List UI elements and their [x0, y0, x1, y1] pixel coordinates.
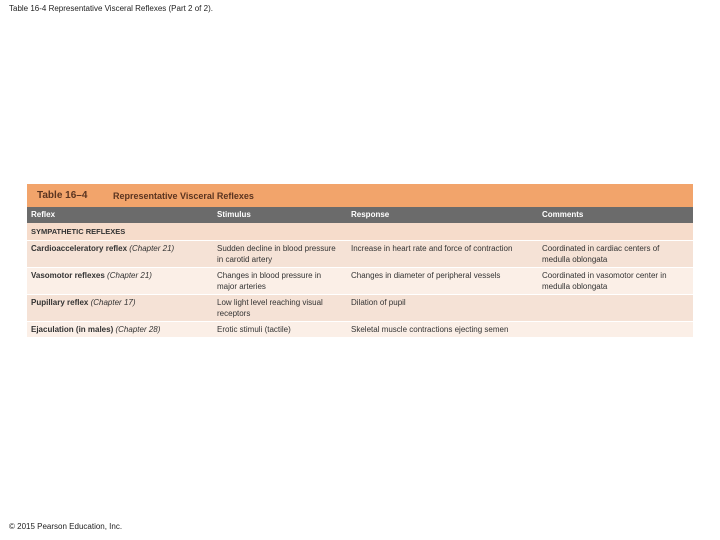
- response-cell: Dilation of pupil: [347, 294, 538, 321]
- reflex-table-figure: [27, 184, 693, 338]
- table-row: [27, 267, 693, 294]
- table-header-row: [27, 207, 693, 223]
- chapter-ref: (Chapter 21): [129, 243, 175, 253]
- column-header-stimulus: Stimulus: [213, 207, 347, 223]
- slide-title: Table 16-4 Representative Visceral Reflexes (Part 2 of 2).: [9, 4, 213, 13]
- reflex-cell: [27, 267, 213, 294]
- stimulus-cell: Sudden decline in blood pressure in carotid artery: [213, 240, 347, 267]
- chapter-ref: (Chapter 21): [107, 270, 152, 280]
- reflex-name: Ejaculation (in males): [31, 324, 114, 334]
- table-row: [27, 240, 693, 267]
- reflex-name: Pupillary reflex: [31, 297, 89, 307]
- comments-cell: Coordinated in cardiac centers of medulla oblongata: [538, 240, 693, 267]
- column-header-reflex: Reflex: [27, 207, 213, 223]
- copyright-notice: © 2015 Pearson Education, Inc.: [9, 522, 123, 531]
- reflex-name: Vasomotor reflexes: [31, 270, 105, 280]
- response-cell: Increase in heart rate and force of contraction: [347, 240, 538, 267]
- section-row: [27, 223, 693, 240]
- comments-cell: Coordinated in vasomotor center in medulla oblongata: [538, 267, 693, 294]
- table-caption-bar: [27, 184, 693, 207]
- chapter-ref: (Chapter 28): [115, 324, 161, 334]
- reflex-cell: [27, 321, 213, 337]
- table-row: [27, 321, 693, 337]
- reflex-name: Cardioacceleratory reflex: [31, 243, 128, 253]
- section-label: SYMPATHETIC REFLEXES: [27, 223, 693, 240]
- table-row: [27, 294, 693, 321]
- stimulus-cell: Low light level reaching visual receptors: [213, 294, 347, 321]
- column-header-comments: Comments: [538, 207, 693, 223]
- reflex-table: [27, 207, 693, 338]
- stimulus-cell: Erotic stimuli (tactile): [213, 321, 347, 337]
- table-caption-title: Representative Visceral Reflexes: [113, 190, 254, 201]
- comments-cell: [538, 294, 693, 321]
- chapter-ref: (Chapter 17): [90, 297, 136, 307]
- reflex-cell: [27, 240, 213, 267]
- comments-cell: [538, 321, 693, 337]
- response-cell: Changes in diameter of peripheral vessels: [347, 267, 538, 294]
- response-cell: Skeletal muscle contractions ejecting semen: [347, 321, 538, 337]
- column-header-response: Response: [347, 207, 538, 223]
- stimulus-cell: Changes in blood pressure in major arteries: [213, 267, 347, 294]
- table-number: Table 16–4: [37, 190, 88, 201]
- reflex-cell: [27, 294, 213, 321]
